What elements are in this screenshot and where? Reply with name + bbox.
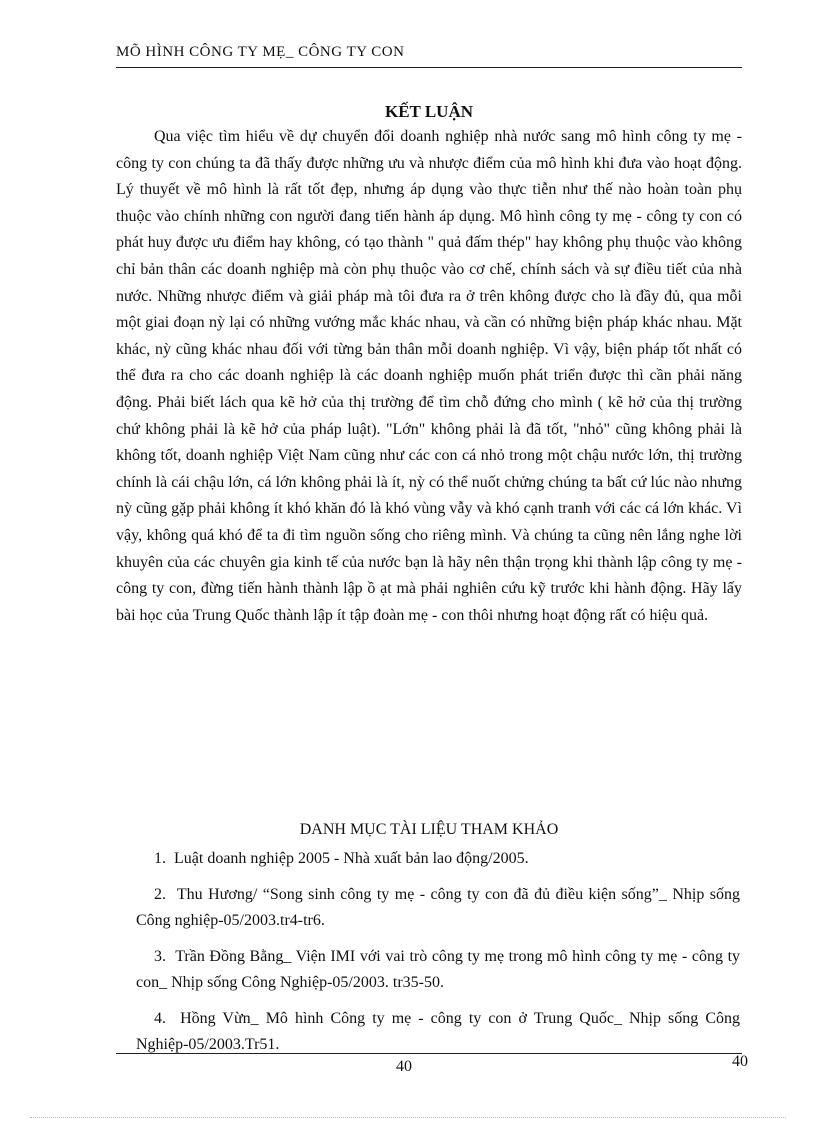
- conclusion-paragraph: Qua việc tìm hiểu về dự chuyển đổi doanh nghiệp nhà nước sang mô hình công ty mẹ - công ty con chúng ta đã thấy được những ưu và nhược điểm của mô hình khi đưa vào hoạt động. Lý thuyết về mô hình là rất tốt đẹp, nhưng áp dụng vào thực tiễn như thế nào hoàn toàn phụ thuộc vào chính những con người đang tiến hành áp dụng. Mô hình công ty mẹ - công ty con có phát huy được ưu điểm hay không, có tạo thành " quả đấm thép" hay không phụ thuộc vào không chỉ bản thân các doanh nghiệp mà còn phụ thuộc vào cơ chế, chính sách và sự điều tiết của nhà nước. Những nhược điểm và giải pháp mà tôi đưa ra ở trên không được cho là đầy đủ, qua mỗi một giai đoạn nỳ lại có những vướng mắc khác nhau, và cần có những biện pháp khác nhau. Mặt khác, nỳ cũng khác nhau đối với từng bản thân mỗi doanh nghiệp. Vì vậy, biện pháp tốt nhất có thể đưa ra cho các doanh nghiệp là các doanh nghiệp muốn phát triển được thì cần phải năng động. Phải biết lách qua kẽ hở của thị trường để tìm chỗ đứng cho mình ( kẽ hở của thị trường chứ không phải là kẽ hở của pháp luật). "Lớn" không phải là đã tốt, "nhỏ" cũng không phải là không tốt, doanh nghiệp Việt Nam cũng như các con cá nhỏ trong một chậu nước lớn, thị trường chính là cái chậu lớn, cá lớn không phải là ít, nỳ có thể nuốt chửng chúng ta bất cứ lúc nào nhưng nỳ cũng gặp phải không ít khó khăn đó là khó vùng vẫy và khó cạnh tranh với các cá lớn khác. Vì vậy, không quá khó để ta đi tìm nguồn sống cho riêng mình. Và chúng ta cũng nên lắng nghe lời khuyên của các chuyên gia kinh tế của nước bạn là hãy nên thận trọng khi thành lập công ty mẹ - công ty con, đừng tiến hành thành lập ồ ạt mà phải nghiên cứu kỹ trước khi hành động. Hãy lấy bài học của Trung Quốc thành lập ít tập đoàn mẹ - con thôi nhưng hoạt động rất có hiệu quả.: [116, 128, 742, 624]
- reference-text: Thu Hương/ “Song sinh công ty mẹ - công ty con đã đủ điều kiện sống”_ Nhịp sống Công nghiệp-05/2003.tr4-tr6.: [136, 886, 740, 929]
- reference-item: [136, 882, 740, 934]
- page-edge-divider: [30, 1117, 786, 1118]
- reference-number: 4.: [154, 1010, 166, 1027]
- running-header: MÕ HÌNH CÔNG TY MẸ_ CÔNG TY CON: [116, 44, 405, 60]
- page-number-center: 40: [396, 1058, 412, 1075]
- references-title: DANH MỤC TÀI LIỆU THAM KHẢO: [299, 821, 559, 838]
- reference-number: 1.: [154, 850, 166, 867]
- reference-number: 3.: [154, 948, 166, 965]
- reference-text: Luật doanh nghiệp 2005 - Nhà xuất bản lao động/2005.: [174, 850, 529, 867]
- reference-number: 2.: [154, 886, 166, 903]
- header-rule: [116, 67, 742, 68]
- reference-text: Trần Đồng Bằng_ Viện IMI với vai trò công ty mẹ trong mô hình công ty mẹ - công ty con_ Nhịp sống Công Nghiệp-05/2003. tr35-50.: [136, 948, 741, 991]
- reference-item: [136, 944, 740, 996]
- footer-rule: [116, 1053, 742, 1054]
- page-number-right: 40: [732, 1053, 748, 1070]
- reference-text: Hồng Vừn_ Mô hình Công ty mẹ - công ty con ở Trung Quốc_ Nhịp sống Công Nghiệp-05/2003.Tr51.: [136, 1010, 740, 1053]
- reference-item: [136, 846, 740, 872]
- conclusion-title: KẾT LUẬN: [384, 102, 473, 121]
- reference-item: [136, 1006, 740, 1058]
- references-list: [136, 846, 740, 1068]
